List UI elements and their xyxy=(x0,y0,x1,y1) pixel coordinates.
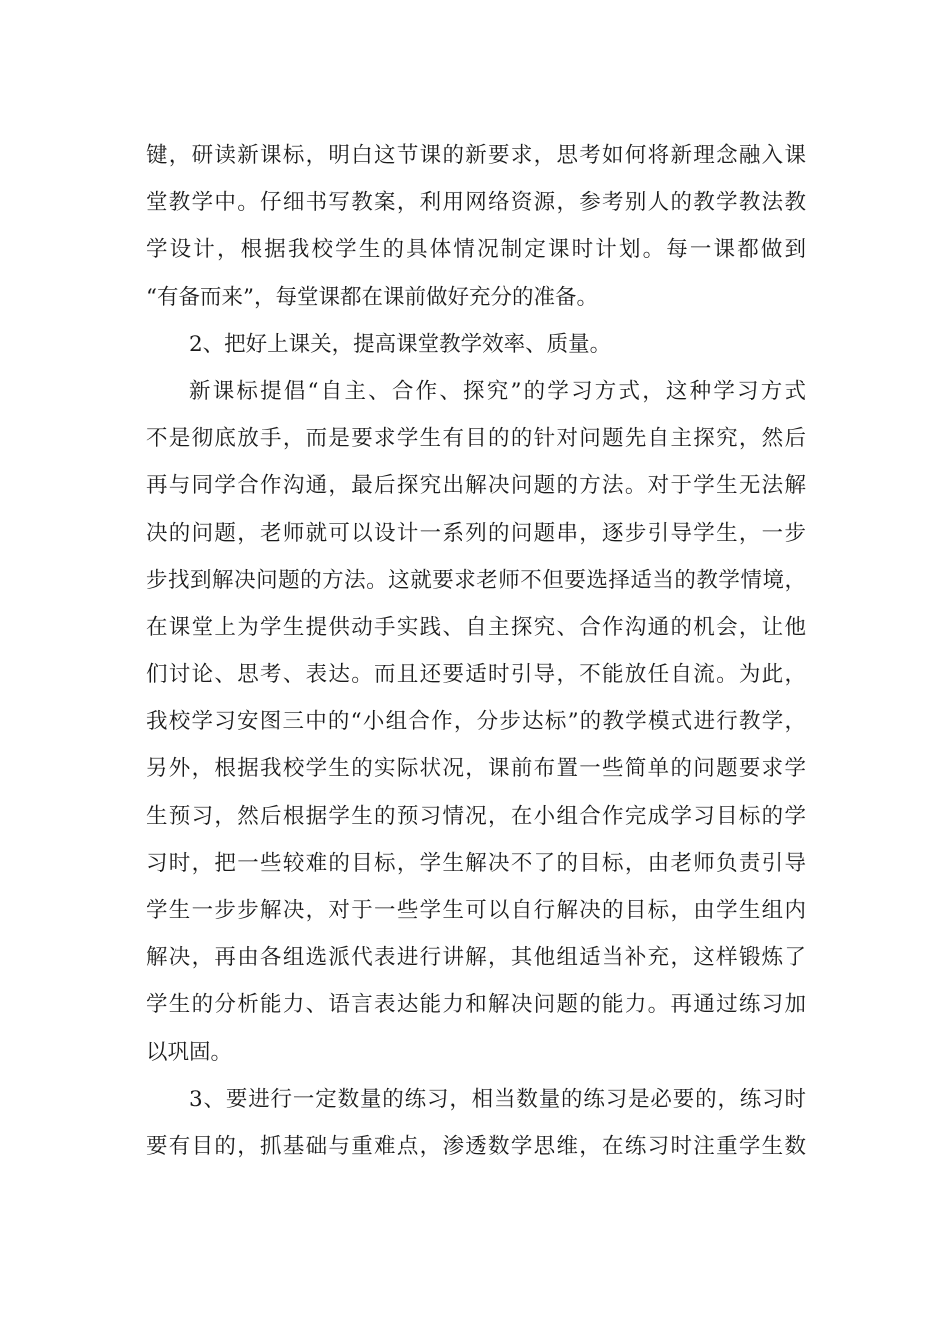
text-line: 解决，再由各组选派代表进行讲解，其他组适当补充，这样锻炼了 xyxy=(146,945,806,971)
text-line: 习时，把一些较难的目标，学生解决不了的目标，由老师负责引导 xyxy=(146,850,806,876)
text-line: 学生的分析能力、语言表达能力和解决问题的能力。再通过练习加 xyxy=(146,992,806,1018)
text-line: “有备而来”，每堂课都在课前做好充分的准备。 xyxy=(146,284,598,310)
text-line: 生预习，然后根据学生的预习情况，在小组合作完成学习目标的学 xyxy=(146,803,806,829)
text-line: 另外，根据我校学生的实际状况，课前布置一些简单的问题要求学 xyxy=(146,756,806,782)
text-line: 新课标提倡“自主、合作、探究”的学习方式，这种学习方式 xyxy=(189,378,806,404)
text-line: 堂教学中。仔细书写教案，利用网络资源，参考别人的教学教法教 xyxy=(146,190,806,216)
text-line: 学生一步步解决，对于一些学生可以自行解决的目标，由学生组内 xyxy=(146,898,806,923)
text-line: 再与同学合作沟通，最后探究出解决问题的方法。对于学生无法解 xyxy=(146,473,806,499)
text-line: 以巩固。 xyxy=(146,1039,233,1065)
text-line: 在课堂上为学生提供动手实践、自主探究、合作沟通的机会，让他 xyxy=(146,614,806,640)
section-heading-2: 2、把好上课关，提高课堂教学效率、质量。 xyxy=(189,331,612,357)
text-line: 键，研读新课标，明白这节课的新要求，思考如何将新理念融入课 xyxy=(146,143,806,168)
text-line: 学设计，根据我校学生的具体情况制定课时计划。每一课都做到 xyxy=(146,237,806,263)
text-line: 决的问题，老师就可以设计一系列的问题串，逐步引导学生，一步 xyxy=(146,520,806,546)
text-line: 不是彻底放手，而是要求学生有目的的针对问题先自主探究，然后 xyxy=(146,426,806,452)
text-line: 们讨论、思考、表达。而且还要适时引导，不能放任自流。为此， xyxy=(146,662,806,688)
document-body xyxy=(146,132,806,1170)
text-line: 要有目的，抓基础与重难点，渗透数学思维，在练习时注重学生数 xyxy=(146,1133,806,1159)
text-line: 步找到解决问题的方法。这就要求老师不但要选择适当的教学情境， xyxy=(146,567,806,593)
text-line: 我校学习安图三中的“小组合作，分步达标”的教学模式进行教学， xyxy=(146,709,806,735)
section-heading-3: 3、要进行一定数量的练习，相当数量的练习是必要的，练习时 xyxy=(189,1086,806,1112)
